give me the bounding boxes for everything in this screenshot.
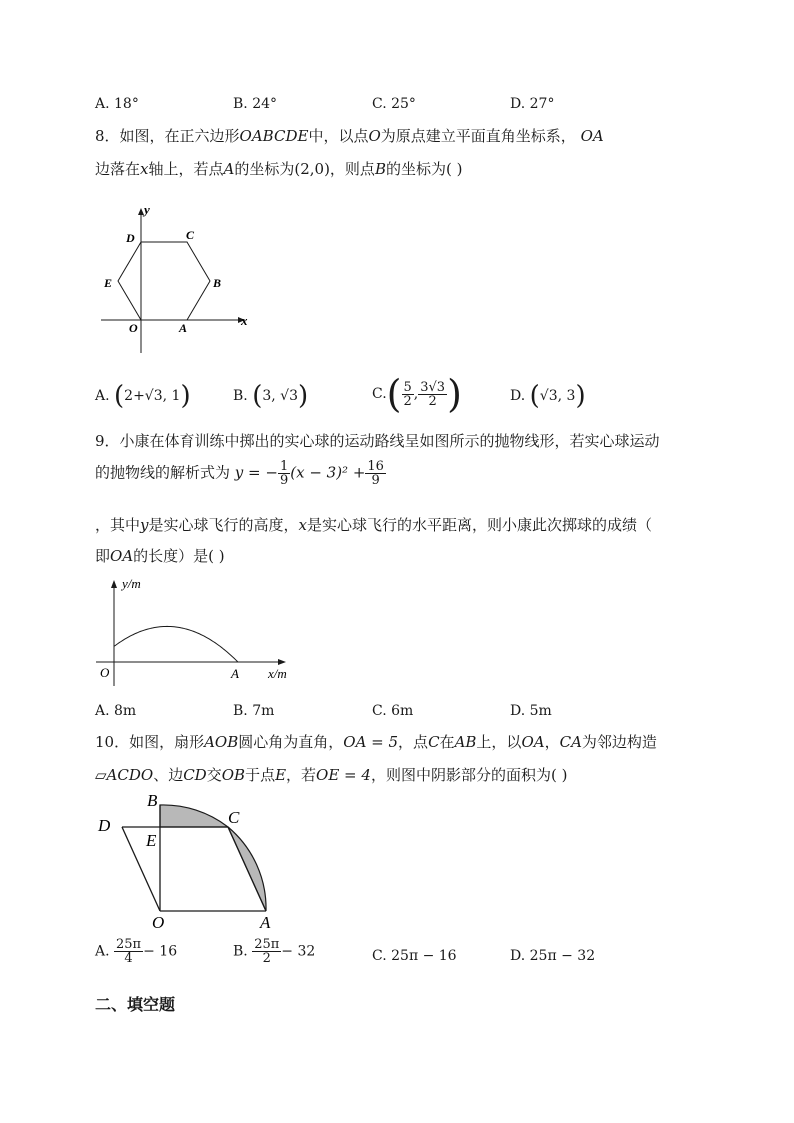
q8-hexagon-figure [95,198,265,358]
q7-option-b: B. 24° [233,96,278,112]
q8-option-d-body: √3, 3 [539,388,576,404]
q8-label-y: y [144,202,150,217]
q9-frac2-den: 9 [371,473,380,488]
q8-stem-line2 [95,158,462,179]
q9-stem-line3 [95,514,652,535]
q9-text: 是实心球飞行的高度， [148,516,299,534]
q10-option-a-num: 25π [116,937,142,952]
q9-stem-line4 [95,545,225,566]
q8-option-b-body: 3, √3 [262,388,298,404]
q10-point-c: C [428,733,440,751]
q7-option-d: D. 27° [510,96,555,112]
q9-option-b: B. 7m [233,703,275,719]
q10-shaded-region-top [160,805,228,827]
q10-option-a-den: 4 [124,951,133,966]
q9-frac1-num: 1 [279,459,289,474]
q8-text: ，则点 [329,160,375,178]
q8-option-d: D. (√3, 3) [510,381,586,411]
q8-option-a: A. (2+√3, 1) [95,381,191,411]
q10-option-a [95,938,177,965]
q8-point-o: O [368,127,381,145]
q9-label-x [267,666,287,681]
q8-point-b: B [374,160,386,178]
q10-option-d-label: D. [510,948,526,964]
q8-label-d: D [126,231,135,245]
q8-text: 8．如图，在正六边形 [95,127,240,145]
q8-option-c: C.( $\frac{5}{2}$ , $\frac{3√3}{2}$ ) [372,372,462,416]
q10-segment-cd: CD [183,766,207,784]
q8-option-c-label: C. [372,386,387,402]
q8-option-c-den2: 2 [428,393,437,409]
q10-option-a-label: A. [95,943,110,960]
q10-text: 10．如图，扇形 [95,733,205,751]
q9-frac2-num: 16 [367,459,384,474]
q8-coord-a: (2,0) [294,160,330,178]
q10-stem-line1 [95,731,657,752]
q10-text: 为邻边构造 [581,733,657,751]
q9-option-a: A. 8m [95,703,137,719]
q9-x-var: x [298,516,307,534]
q10-label-o: O [152,913,165,930]
q8-label-a: A [179,321,188,335]
q8-label-o: O [129,321,138,335]
q9-y-var: y [140,516,149,534]
q9-text: 的长度）是( ) [133,547,225,565]
q10-label-b: B [147,791,158,810]
q8-option-b: B. (3, √3) [233,381,309,411]
q10-label-c: C [228,808,240,827]
q8-option-c-num2: 3√3 [420,379,446,395]
q8-option-a-label: A. [95,388,110,404]
q8-stem-line1 [95,125,604,146]
q10-text: 上，以 [476,733,522,751]
q10-option-b-den: 2 [262,951,271,966]
q9-label-a: A [231,666,239,681]
q10-option-b-num: 25π [254,937,280,952]
q10-segment-oa: OA [521,733,545,751]
q10-text: 于点 [245,766,276,784]
q10-sector-figure [92,790,292,930]
q10-option-b [233,938,315,965]
q10-option-b-label: B. [233,943,248,960]
q10-option-c [372,948,457,964]
q10-point-e: E [275,766,287,784]
q8-text: 的坐标为 [234,160,295,178]
q8-text: 为原点建立平面直角坐标系， [380,127,576,145]
q8-point-a: A [223,160,235,178]
q8-label-c: C [186,228,195,242]
q10-text: ，点 [398,733,429,751]
q7-option-a: A. 18° [95,96,139,112]
q8-polygon: OABCDE [239,127,309,145]
q10-option-d [510,948,595,964]
q9-stem-line1: 9．小康在体育训练中掷出的实心球的运动路线呈如图所示的抛物线形，若实心球运动 [95,432,660,450]
q10-parallelogram-icon: ▱ [95,766,107,784]
q9-formula-mid: (x − 3)² + [290,463,366,482]
q8-text: 轴上，若点 [148,160,224,178]
q10-option-b-tail: − 32 [281,943,316,960]
q9-text: 是实心球飞行的水平距离，则小康此次掷球的成绩（ [306,516,652,534]
q8-hexagon [118,242,210,320]
q7-option-c: C. 25° [372,96,416,112]
q10-segment-ob: OB [221,766,246,784]
q8-text: 中，以点 [308,127,369,145]
q10-segment-ca: CA [559,733,582,751]
q9-label-x-text: x/m [268,666,287,681]
q9-label-o: O [100,665,110,680]
q10-parallelogram: ACDO [106,766,154,784]
q8-segment-oa: OA [580,127,604,145]
q10-oa-eq: OA = 5 [343,733,399,751]
q9-frac1-den: 9 [279,473,289,488]
q8-label-b: B [213,276,222,290]
q8-option-b-label: B. [233,388,248,404]
q10-option-c-body: 25π − 16 [391,948,457,964]
q10-segment-ca-line [228,827,266,911]
q8-label-e: E [104,276,113,290]
q10-oe-eq: OE = 4 [316,766,371,784]
q10-stem-line2 [95,764,567,785]
q10-text: 交 [206,766,222,784]
q8-text: 的坐标为( ) [385,160,463,178]
q10-text: 在 [439,733,455,751]
q10-label-e: E [146,831,157,850]
q10-text: 、边 [153,766,184,784]
q9-parabola-figure [92,574,312,686]
q10-arc-ab: AB [454,733,477,751]
q9-stem-line2 [95,460,386,487]
q9-x-arrow-icon [278,659,286,665]
q10-label-a: A [260,913,271,930]
q8-label-x: x [241,313,248,328]
q9-segment-oa: OA [110,547,134,565]
q10-text: 圆心角为直角， [238,733,344,751]
q8-option-a-body: 2+√3, 1 [124,388,181,404]
q8-text: 边落在 [95,160,141,178]
section-heading-fill-blank: 二、填空题 [95,995,176,1014]
q10-label-d: D [98,816,111,835]
q9-option-d: D. 5m [510,703,552,719]
q9-label-y-text: y/m [122,576,141,591]
q8-option-d-label: D. [510,388,526,404]
q9-parabola-curve [114,626,238,662]
q9-y-arrow-icon [111,580,117,588]
q10-option-c-label: C. [372,948,387,964]
q10-option-d-body: 25π − 32 [529,948,596,964]
q10-option-a-tail: − 16 [143,943,178,960]
q10-sector-aob: AOB [204,733,239,751]
q10-text: ， [544,733,560,751]
q9-formula-lhs: y = − [234,463,278,482]
q9-text: ，其中 [95,516,141,534]
q9-text: 的抛物线的解析式为 [95,463,231,482]
q8-x-var: x [140,160,149,178]
q9-option-c: C. 6m [372,703,414,719]
q8-option-c-den1: 2 [403,393,412,409]
q10-text: ，若 [286,766,317,784]
q9-label-y [120,576,141,591]
q8-option-c-num1: 5 [403,379,412,395]
q10-text: ，则图中阴影部分的面积为( ) [370,766,568,784]
q9-text: 即 [95,547,111,565]
